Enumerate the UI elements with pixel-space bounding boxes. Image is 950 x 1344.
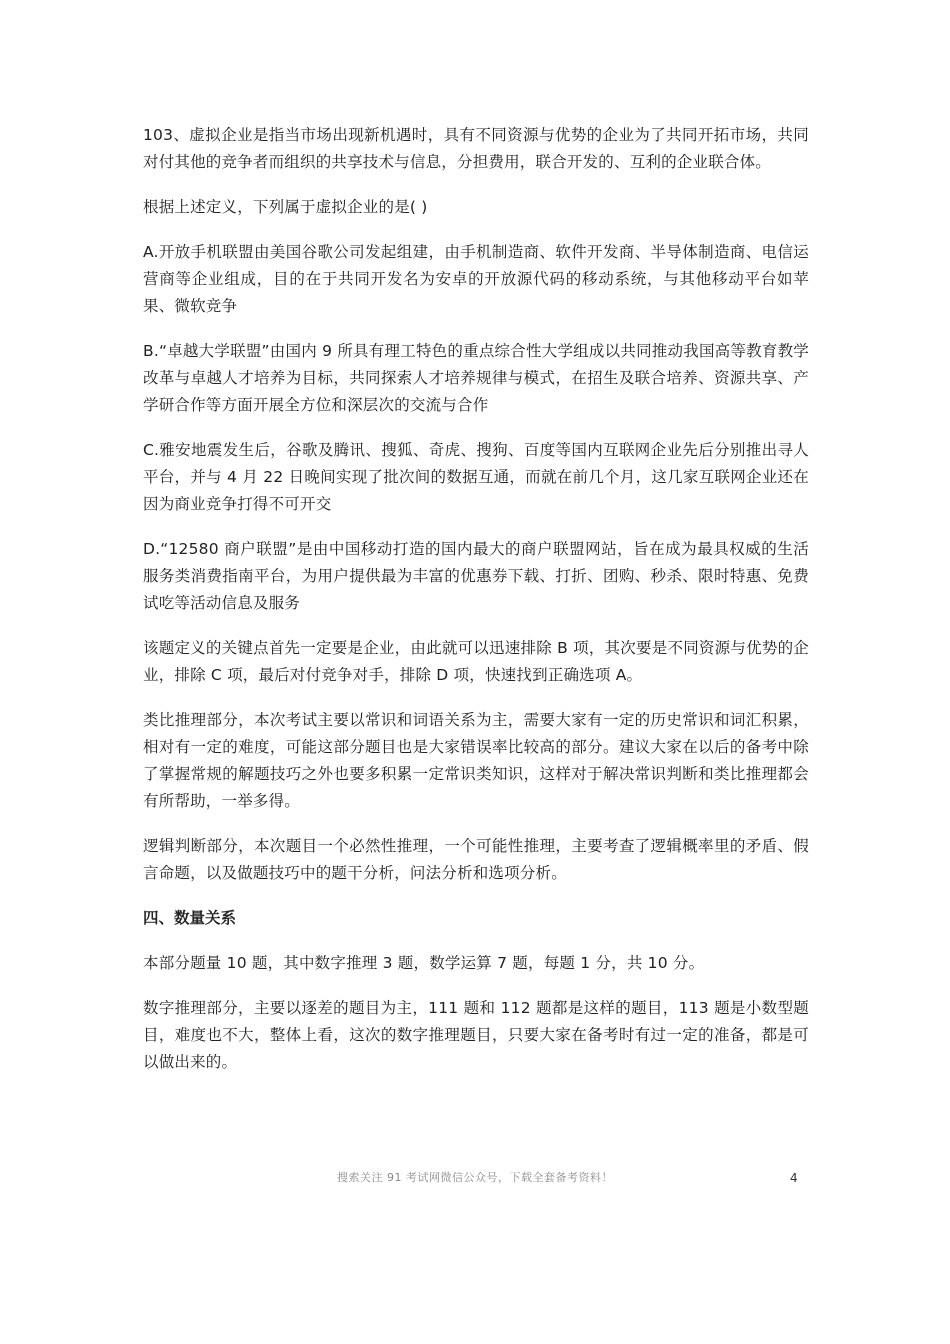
number-reasoning-paragraph: 数字推理部分，主要以逐差的题目为主，111 题和 112 题都是这样的题目，113 题是小数型题目，难度也不大，整体上看，这次的数字推理题目，只要大家在备考时有过一定的准备，都是可以做出来的。 bbox=[143, 999, 809, 1071]
option-c: C.雅安地震发生后，谷歌及腾讯、搜狐、奇虎、搜狗、百度等国内互联网企业先后分别推出寻人平台，并与 4 月 22 日晚间实现了批次间的数据互通，而就在前几个月，这几家互联网企业还在因为商业竞争打得不可开交 bbox=[143, 441, 809, 513]
question-prompt: 根据上述定义，下列属于虚拟企业的是( ) bbox=[143, 198, 428, 216]
question-stem: 103、虚拟企业是指当市场出现新机遇时，具有不同资源与优势的企业为了共同开拓市场，共同对付其他的竞争者而组织的共享技术与信息，分担费用，联合开发的、互利的企业联合体。 bbox=[143, 126, 809, 171]
footer-text: 搜索关注 91 考试网微信公众号，下载全套备考资料！ bbox=[337, 1171, 613, 1184]
quantity-overview-paragraph: 本部分题量 10 题，其中数字推理 3 题，数学运算 7 题，每题 1 分，共 10 分。 bbox=[143, 954, 705, 972]
logic-judgment-paragraph: 逻辑判断部分，本次题目一个必然性推理，一个可能性推理，主要考查了逻辑概率里的矛盾、假言命题，以及做题技巧中的题干分析，问法分析和选项分析。 bbox=[143, 837, 809, 882]
analogy-reasoning-paragraph: 类比推理部分，本次考试主要以常识和词语关系为主，需要大家有一定的历史常识和词汇积累，相对有一定的难度，可能这部分题目也是大家错误率比较高的部分。建议大家在以后的备考中除了掌握常规的解题技巧之外也要多积累一定常识类知识，这样对于解决常识判断和类比推理都会有所帮助，一举多得。 bbox=[143, 711, 809, 810]
page-number: 4 bbox=[790, 1171, 798, 1185]
page-footer bbox=[0, 1168, 950, 1188]
option-d: D.“12580 商户联盟”是由中国移动打造的国内最大的商户联盟网站，旨在成为最具权威的生活服务类消费指南平台，为用户提供最为丰富的优惠券下载、打折、团购、秒杀、限时特惠、免费试吃等活动信息及服务 bbox=[143, 540, 809, 612]
option-a: A.开放手机联盟由美国谷歌公司发起组建，由手机制造商、软件开发商、半导体制造商、电信运营商等企业组成，目的在于共同开发名为安卓的开放源代码的移动系统，与其他移动平台如苹果、微软竞争 bbox=[143, 243, 809, 315]
section-heading: 四、数量关系 bbox=[143, 909, 237, 927]
answer-analysis: 该题定义的关键点首先一定要是企业，由此就可以迅速排除 B 项，其次要是不同资源与优势的企业，排除 C 项，最后对付竞争对手，排除 D 项，快速找到正确选项 A。 bbox=[143, 639, 809, 684]
option-b: B.“卓越大学联盟”由国内 9 所具有理工特色的重点综合性大学组成以共同推动我国高等教育教学改革与卓越人才培养为目标，共同探索人才培养规律与模式，在招生及联合培养、资源共享、产学研合作等方面开展全方位和深层次的交流与合作 bbox=[143, 342, 809, 414]
document-body bbox=[143, 122, 809, 1094]
